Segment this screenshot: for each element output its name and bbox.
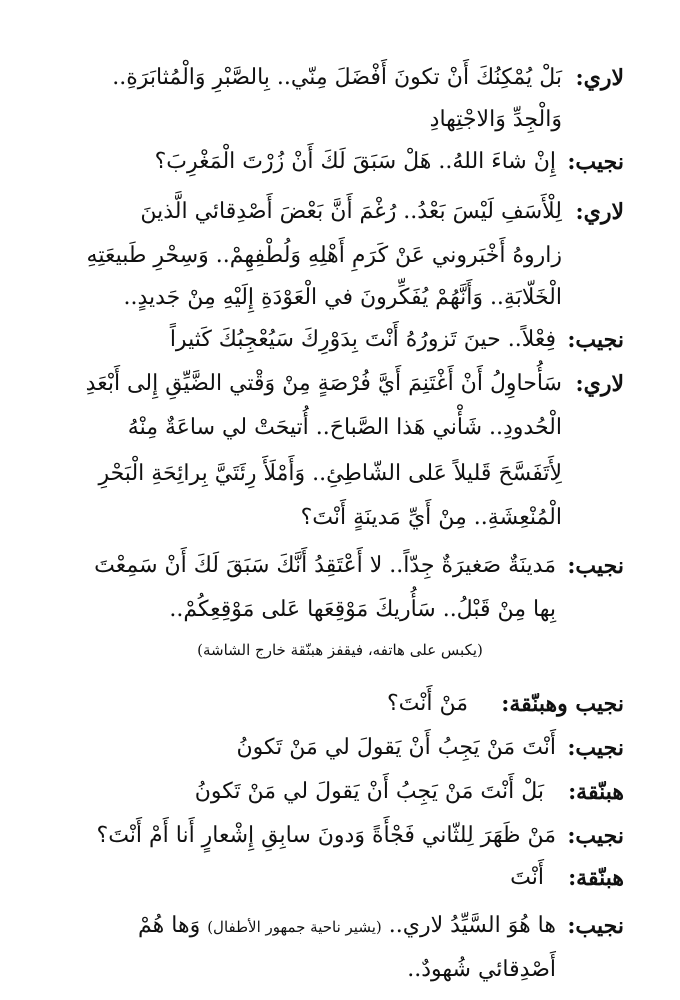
line-text: مَدينَةٌ صَغيرَةٌ جِدّاً.. لا أَعْتَقِدُ أَنَّكَ سَبَقَ لَكَ أَنْ سَمِعْتَ [94,553,556,578]
dialogue-line [0,278,680,318]
line-text: بَلْ أَنْتَ مَنْ يَجِبُ أَنْ يَقولَ لي مَنْ تَكونُ [194,779,544,804]
line-text: أَصْدِقائي شُهودٌ.. [407,957,556,982]
speaker-label: نجيب: [567,553,624,579]
speaker-label: نجيب: [567,913,624,939]
stage-direction: (يكبس على هاتفه، فيقفز هبنّقة خارج الشاشة) [197,641,483,659]
dialogue-line [0,684,680,724]
dialogue-line [0,192,680,232]
speaker-label: هبنّقة: [568,865,624,891]
dialogue-line [0,364,680,404]
line-text: وَالْجِدِّ وَالاجْتِهادِ [429,107,562,132]
dialogue-line [0,408,680,448]
line-text: الْخَلّابَةِ.. وَأَنَّهُمْ يُفَكِّرونَ في الْعَوْدَةِ إِلَيْهِ مِنْ جَديدٍ.. [123,285,562,310]
line-text: زاروهُ أَخْبَروني عَنْ كَرَمِ أَهْلِهِ وَلُطْفِهِمْ.. وَسِحْرِ طَبيعَتِهِ [86,243,562,268]
line-text-part: ها هُوَ السَّيِّدُ لاري.. [388,913,556,938]
speaker-label: نجيب: [567,149,624,175]
line-text: لِلْأَسَفِ لَيْسَ بَعْدُ.. رُغْمَ أَنَّ بَعْضَ أَصْدِقائي الَّذينَ [140,199,562,224]
speaker-label: نجيب: [567,735,624,761]
speaker-label: لاري: [575,199,624,225]
line-text-part: وَها هُمْ [138,913,201,938]
speaker-label: نجيب: [567,823,624,849]
dialogue-line [0,816,680,856]
dialogue-line [0,58,680,98]
line-text: مَنْ ظَهَرَ لِلثّاني فَجْأَةً وَدونَ سابِقِ إِشْعارٍ أَنا أَمْ أَنْتَ؟ [96,823,556,848]
line-text: إِنْ شاءَ اللهُ.. هَلْ سَبَقَ لَكَ أَنْ زُرْتَ الْمَغْرِبَ؟ [154,149,556,174]
speaker-label: نجيب وهبنّقة: [501,691,624,717]
line-text: الْحُدودِ.. شَأْني هَذا الصَّباحَ.. أُتيحَتْ لي ساعَةٌ مِنْهُ [127,415,562,440]
line-text: فِعْلاً.. حينَ تَزورُهُ أَنْتَ بِدَوْرِكَ سَيُعْجِبُكَ كَثيراً [169,327,556,352]
dialogue-line [0,950,680,990]
dialogue-line [0,142,680,182]
dialogue-line [0,728,680,768]
line-text: مَنْ أَنْتَ؟ [386,691,468,716]
dialogue-line [0,320,680,360]
dialogue-line [0,772,680,812]
line-text: سَأُحاوِلُ أَنْ أَغْتَنِمَ أَيَّ فُرْصَةٍ مِنْ وَقْتي الضَّيِّقِ إِلى أَبْعَدِ [85,371,562,396]
dialogue-line [0,498,680,538]
speaker-label: نجيب: [567,327,624,353]
dialogue-line [0,100,680,140]
dialogue-line [0,546,680,586]
inline-stage-direction: (يشير ناحية جمهور الأطفال) [207,918,382,936]
line-text: بَلْ يُمْكِنُكَ أَنْ تكونَ أَفْضَلَ مِنّي.. بِالصَّبْرِ وَالْمُثابَرَةِ.. [112,65,562,90]
dialogue-line [0,236,680,276]
line-text: لِأَتَفَسَّحَ قَليلاً عَلى الشّاطِئِ.. وَأَمْلَأَ رِئَتَيَّ بِرائِحَةِ الْبَحْرِ [98,461,562,486]
line-text: أَنْتَ مَنْ يَجِبُ أَنْ يَقولَ لي مَنْ تَكونُ [236,735,556,760]
line-text: الْمُنْعِشَةِ.. مِنْ أَيِّ مَدينَةٍ أَنْتَ؟ [300,505,562,530]
line-text: أَنْتَ [510,865,544,890]
speaker-label: هبنّقة: [568,779,624,805]
line-text [138,906,556,947]
dialogue-line [0,454,680,494]
dialogue-line [0,590,680,630]
dialogue-line [0,858,680,898]
line-text: بِها مِنْ قَبْلُ.. سَأُريكَ مَوْقِعَها عَلى مَوْقِعِكُمْ.. [169,597,556,622]
speaker-label: لاري: [575,371,624,397]
dialogue-line [0,906,680,946]
speaker-label: لاري: [575,65,624,91]
